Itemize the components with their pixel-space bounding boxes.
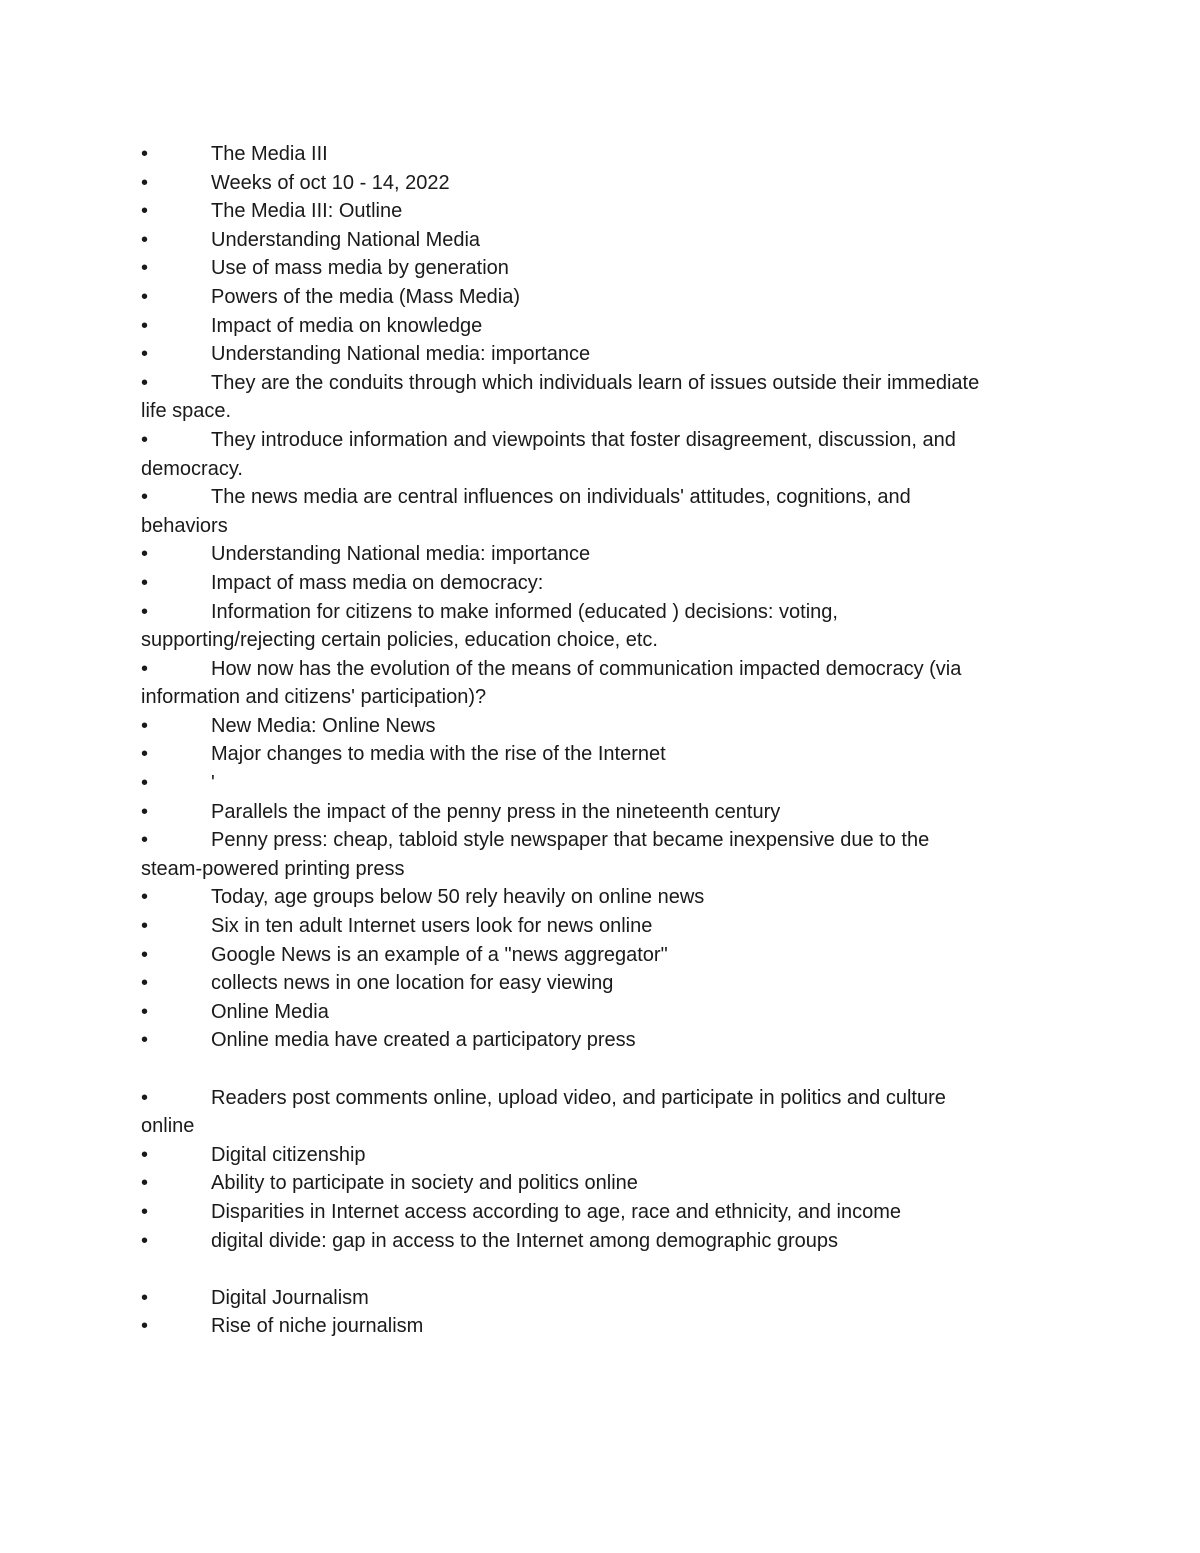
list-item-continuation: life space.: [141, 400, 232, 423]
list-item: [141, 740, 1071, 769]
list-item: [141, 569, 1071, 598]
list-item-text: Google News is an example of a "news aggregator": [211, 943, 668, 966]
list-item: [141, 769, 1071, 798]
bullet-icon: •: [141, 1286, 149, 1309]
bullet-icon: •: [141, 200, 149, 223]
bullet-icon: •: [141, 743, 149, 766]
list-item-text: Powers of the media (Mass Media): [211, 285, 521, 308]
bullet-icon: •: [141, 600, 149, 623]
list-item: [141, 1198, 1071, 1227]
bullet-icon: •: [141, 314, 149, 337]
list-item-continuation: behaviors: [141, 514, 228, 537]
list-item-text: Understanding National media: importance: [211, 343, 591, 366]
blank-line: [141, 1055, 1071, 1084]
list-item-continuation: supporting/rejecting certain policies, education choice, etc.: [141, 629, 658, 652]
list-item-text: collects news in one location for easy viewing: [211, 972, 614, 995]
list-item-text: The Media III: [211, 143, 328, 165]
list-item-text: Understanding National Media: [211, 228, 481, 251]
list-item-continuation: information and citizens' participation)?: [141, 686, 487, 709]
list-item-text: Impact of mass media on democracy:: [211, 571, 544, 594]
bullet-icon: •: [141, 285, 149, 308]
bullet-icon: •: [141, 1315, 149, 1338]
list-item: [141, 197, 1071, 226]
list-item-text: They introduce information and viewpoints that foster disagreement, discussion, and: [211, 428, 956, 451]
list-item-text: They are the conduits through which individuals learn of issues outside their immediate: [211, 371, 980, 394]
bullet-icon: •: [141, 915, 149, 938]
list-item: [141, 426, 1071, 483]
list-item: [141, 312, 1071, 341]
list-item: [141, 254, 1071, 283]
list-item: [141, 941, 1071, 970]
list-item: [141, 1141, 1071, 1170]
bullet-icon: •: [141, 1143, 149, 1166]
list-item: [141, 998, 1071, 1027]
bullet-icon: •: [141, 1200, 149, 1223]
list-item: [141, 712, 1071, 741]
list-item-continuation: democracy.: [141, 457, 243, 480]
bullet-icon: •: [141, 1029, 149, 1052]
list-item-text: Online media have created a participatory press: [211, 1029, 636, 1052]
list-item: [141, 1084, 1071, 1141]
bullet-icon: •: [141, 714, 149, 737]
list-item-continuation: steam-powered printing press: [141, 857, 405, 880]
bullet-icon: •: [141, 1000, 149, 1023]
list-item: [141, 169, 1071, 198]
bullet-icon: •: [141, 486, 149, 509]
list-item-text: Six in ten adult Internet users look for news online: [211, 915, 653, 938]
list-item: [141, 912, 1071, 941]
bullet-icon: •: [141, 943, 149, 966]
list-item: [141, 483, 1071, 540]
bullet-icon: •: [141, 1086, 149, 1109]
list-item-text: Digital citizenship: [211, 1143, 366, 1166]
list-item: [141, 883, 1071, 912]
bullet-icon: •: [141, 143, 149, 165]
bullet-icon: •: [141, 171, 149, 194]
list-item-text: Parallels the impact of the penny press in the nineteenth century: [211, 800, 781, 823]
list-item-text: Weeks of oct 10 - 14, 2022: [211, 171, 450, 194]
list-item-text: Disparities in Internet access according to age, race and ethnicity, and income: [211, 1200, 901, 1223]
bullet-icon: •: [141, 228, 149, 251]
bullet-icon: •: [141, 972, 149, 995]
bullet-icon: •: [141, 829, 149, 852]
list-item-text: How now has the evolution of the means of communication impacted democracy (via: [211, 657, 962, 680]
bullet-icon: •: [141, 571, 149, 594]
list-item-text: New Media: Online News: [211, 714, 436, 737]
list-item-text: ': [211, 772, 215, 795]
bullet-icon: •: [141, 657, 149, 680]
list-item-text: Understanding National media: importance: [211, 543, 591, 566]
list-item: [141, 1026, 1071, 1055]
list-item-text: Information for citizens to make informed (educated ) decisions: voting,: [211, 600, 838, 623]
list-item-text: Impact of media on knowledge: [211, 314, 483, 337]
bullet-icon: •: [141, 1172, 149, 1195]
list-item: [141, 1284, 1071, 1313]
list-item: [141, 226, 1071, 255]
list-item-text: Readers post comments online, upload video, and participate in politics and culture: [211, 1086, 946, 1109]
list-item-text: Penny press: cheap, tabloid style newspaper that became inexpensive due to the: [211, 829, 930, 852]
blank-line: [141, 1255, 1071, 1284]
list-item-text: Rise of niche journalism: [211, 1315, 424, 1338]
bullet-icon: •: [141, 257, 149, 280]
list-item: [141, 969, 1071, 998]
list-item: [141, 598, 1071, 655]
bullet-icon: •: [141, 343, 149, 366]
list-item: [141, 826, 1071, 883]
list-item: [141, 540, 1071, 569]
list-item: [141, 798, 1071, 827]
list-item: [141, 1227, 1071, 1256]
list-item-text: digital divide: gap in access to the Internet among demographic groups: [211, 1229, 839, 1252]
list-item: [141, 1169, 1071, 1198]
list-item: [141, 655, 1071, 712]
bullet-list: [141, 140, 1071, 1341]
list-item: [141, 340, 1071, 369]
list-item-text: Online Media: [211, 1000, 329, 1023]
list-item-text: Use of mass media by generation: [211, 257, 509, 280]
list-item-text: Digital Journalism: [211, 1286, 369, 1309]
list-item: [141, 1312, 1071, 1341]
list-item-text: The Media III: Outline: [211, 200, 403, 223]
bullet-icon: •: [141, 800, 149, 823]
list-item-text: Today, age groups below 50 rely heavily on online news: [211, 886, 705, 909]
bullet-icon: •: [141, 543, 149, 566]
list-item: [141, 140, 1071, 169]
list-item-text: Major changes to media with the rise of the Internet: [211, 743, 666, 766]
bullet-icon: •: [141, 371, 149, 394]
list-item: [141, 283, 1071, 312]
bullet-icon: •: [141, 886, 149, 909]
bullet-icon: •: [141, 428, 149, 451]
list-item-text: The news media are central influences on individuals' attitudes, cognitions, and: [211, 486, 911, 509]
list-item-text: Ability to participate in society and politics online: [211, 1172, 638, 1195]
bullet-icon: •: [141, 1229, 149, 1252]
list-item: [141, 369, 1071, 426]
list-item-continuation: online: [141, 1115, 195, 1138]
bullet-icon: •: [141, 772, 149, 795]
